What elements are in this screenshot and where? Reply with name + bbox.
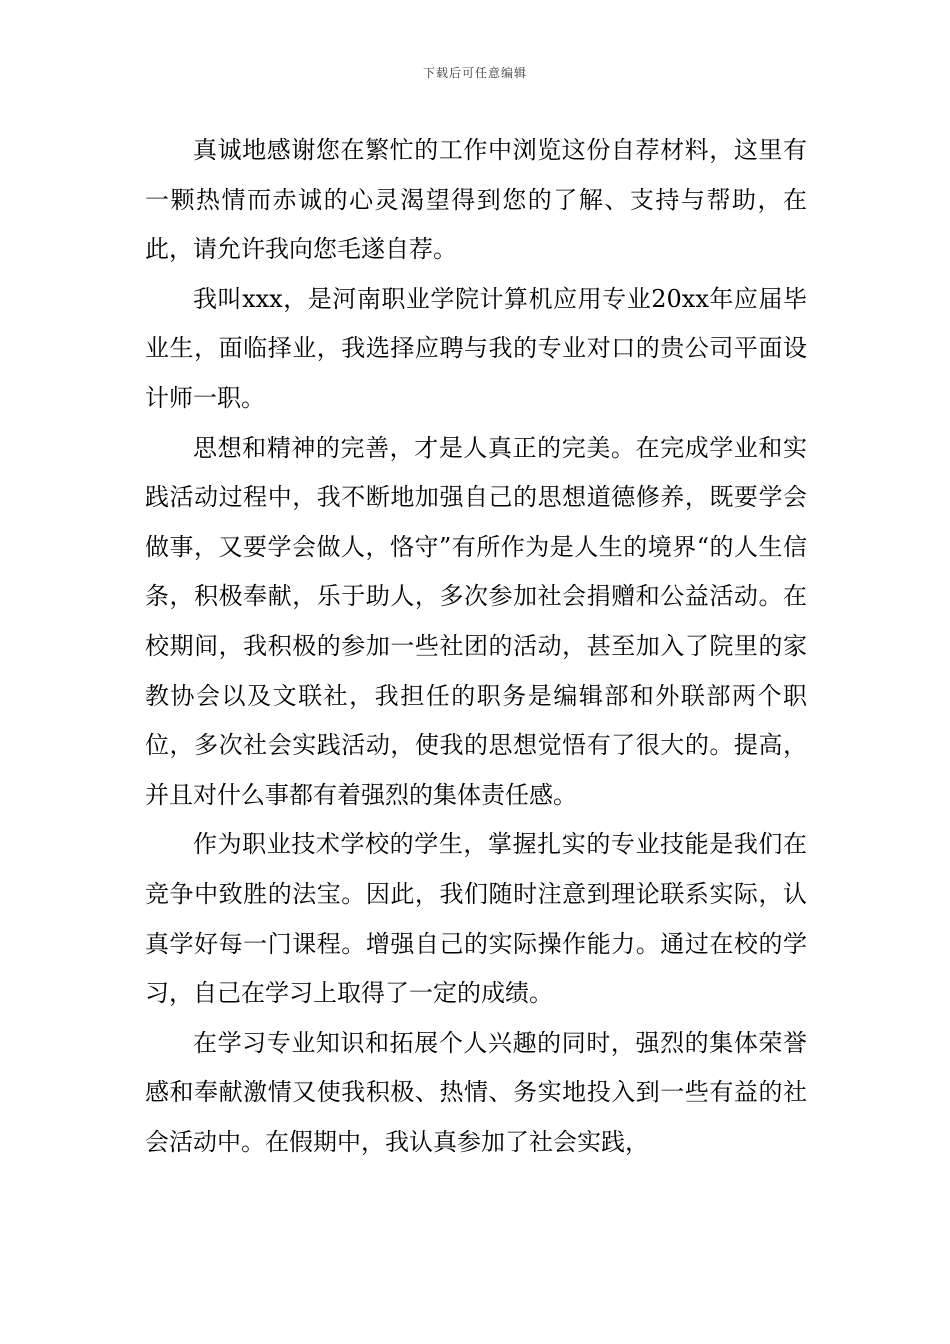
paragraph-intro: 真诚地感谢您在繁忙的工作中浏览这份自荐材料，这里有一颗热情而赤诚的心灵渴望得到您的了解、支持与帮助，在此，请允许我向您毛遂自荐。 — [145, 136, 807, 264]
paragraph-self-introduction: 我叫xxx，是河南职业学院计算机应用专业20xx年应届毕业生，面临择业，我选择应聘与我的专业对口的贵公司平面设计师一职。 — [145, 284, 807, 412]
page-header-note: 下载后可任意编辑 — [422, 66, 527, 80]
paragraph-character: 思想和精神的完善，才是人真正的完美。在完成学业和实践活动过程中，我不断地加强自己的思想道德修养，既要学会做事，又要学会做人，恪守”有所作为是人生的境界“的人生信条，积极奉献，乐于助人，多次参加社会捐赠和公益活动。在校期间，我积极的参加一些社团的活动，甚至加入了院里的家教协会以及文联社，我担任的职务是编辑部和外联部两个职位，多次社会实践活动，使我的思想觉悟有了很大的。提高，并且对什么事都有着强烈的集体责任感。 — [145, 433, 807, 809]
letter-body — [145, 126, 807, 1167]
paragraph-professional-skills: 作为职业技术学校的学生，掌握扎实的专业技能是我们在竞争中致胜的法宝。因此，我们随时注意到理论联系实际，认真学好每一门课程。增强自己的实际操作能力。通过在校的学习，自己在学习上取得了一定的成绩。 — [145, 830, 807, 1008]
paragraph-social-activities: 在学习专业知识和拓展个人兴趣的同时，强烈的集体荣誉感和奉献激情又使我积极、热情、务实地投入到一些有益的社会活动中。在假期中，我认真参加了社会实践， — [145, 1028, 807, 1156]
